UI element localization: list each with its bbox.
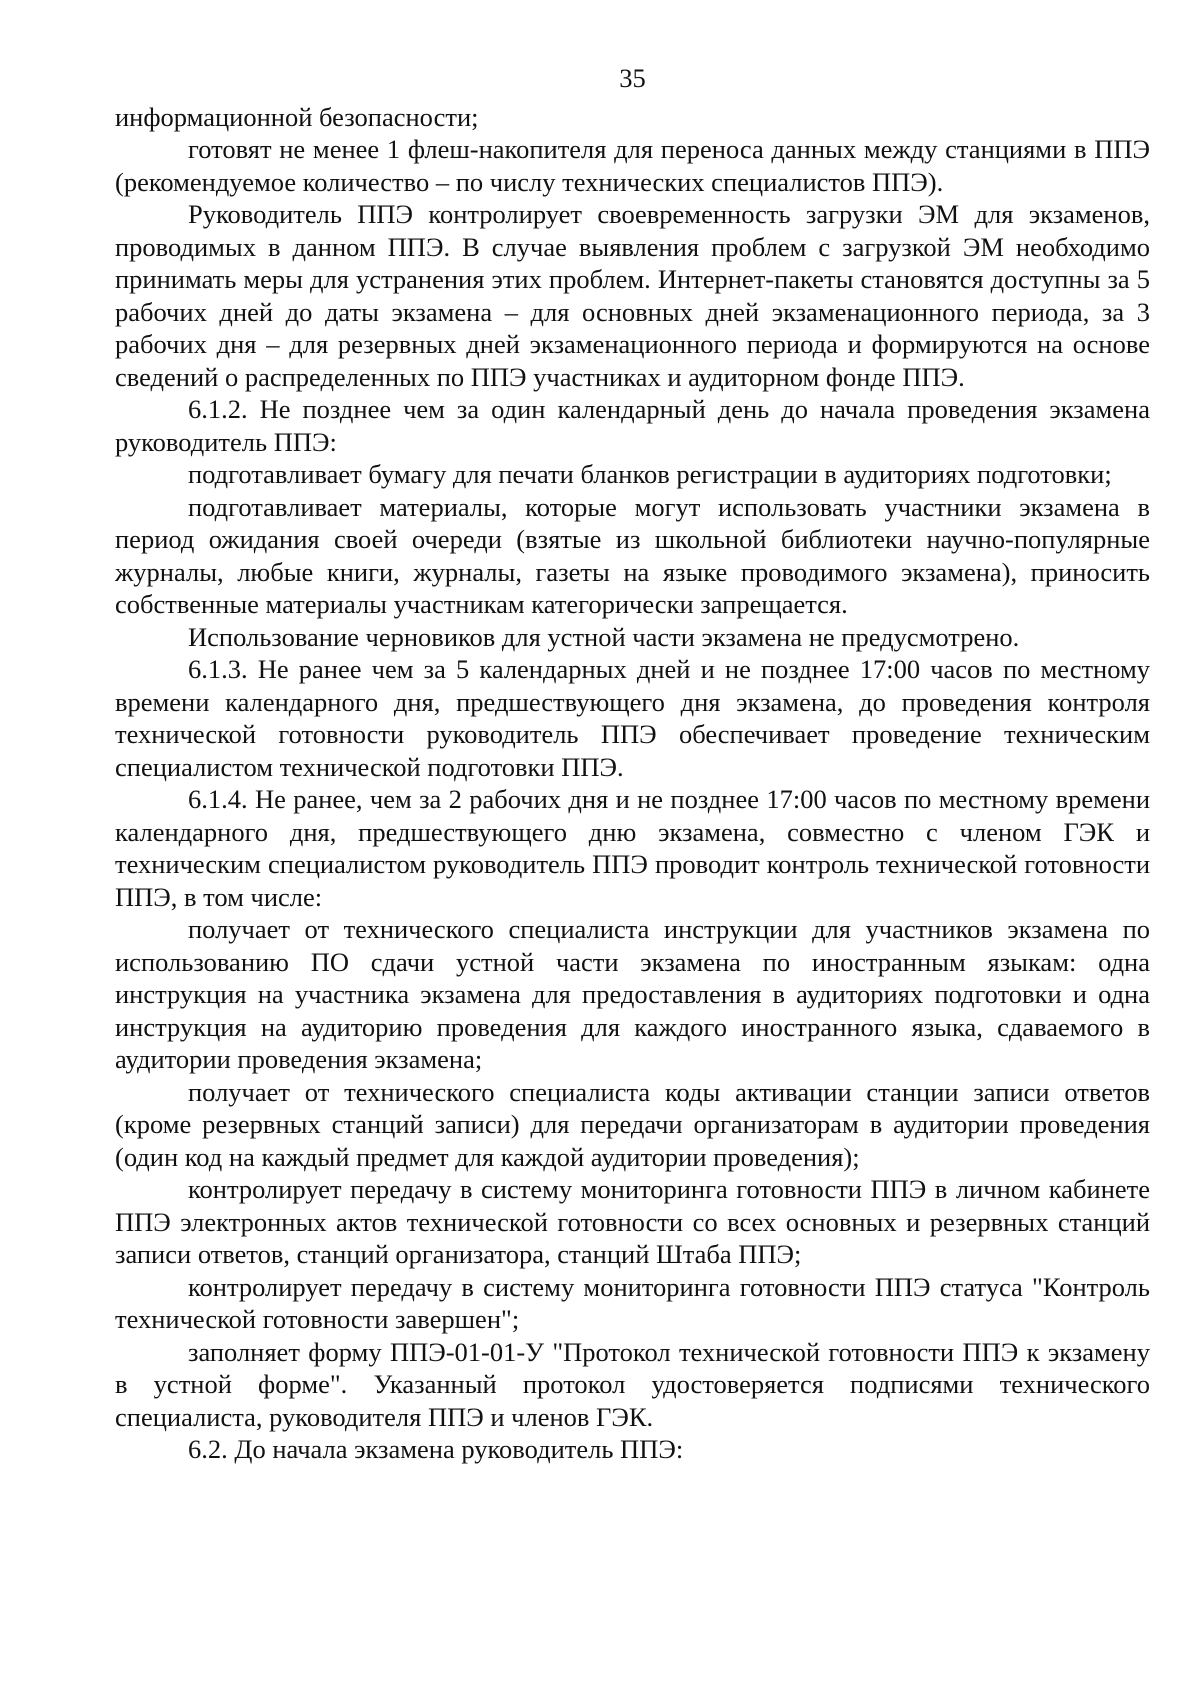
page-number: 35	[619, 63, 646, 93]
paragraph-5: подготавливает бумагу для печати бланков регистрации в аудиториях подготовки;	[188, 459, 1112, 489]
paragraph-2: готовят не менее 1 флеш-накопителя для переноса данных между станциями в ППЭ (рекомендуемое количество – по числу технических специалистов ППЭ).	[115, 134, 1150, 197]
document-page	[115, 62, 1150, 1466]
paragraph-10: получает от технического специалиста инструкции для участников экзамена по использованию ПО сдачи устной части экзамена по иностранным языкам: одна инструкция на участника экзамена для предоставления в аудиториях подготовки и одна инструкция на аудиторию проведения для каждого иностранного языка, сдаваемого в аудитории проведения экзамена;	[115, 914, 1150, 1074]
paragraph-9: 6.1.4. Не ранее, чем за 2 рабочих дня и не позднее 17:00 часов по местному времени календарного дня, предшествующего дню экзамена, совместно с членом ГЭК и техническим специалистом руководитель ППЭ проводит контроль технической готовности ППЭ, в том числе:	[115, 784, 1150, 912]
paragraph-4: 6.1.2. Не позднее чем за один календарный день до начала проведения экзамена руководитель ППЭ:	[115, 394, 1150, 457]
paragraph-14: заполняет форму ППЭ-01-01-У "Протокол технической готовности ППЭ к экзамену в устной форме". Указанный протокол удостоверяется подписями технического специалиста, руководителя ППЭ и членов ГЭК.	[115, 1336, 1150, 1432]
paragraph-1: информационной безопасности;	[115, 101, 479, 132]
paragraph-12: контролирует передачу в систему мониторинга готовности ППЭ в личном кабинете ППЭ электронных актов технической готовности со всех основных и резервных станций записи ответов, станций организатора, станций Штаба ППЭ;	[115, 1174, 1150, 1269]
paragraph-15: 6.2. До начала экзамена руководитель ППЭ:	[188, 1434, 684, 1464]
paragraph-13: контролирует передачу в систему мониторинга готовности ППЭ статуса "Контроль технической готовности завершен";	[115, 1271, 1150, 1334]
paragraph-6: подготавливает материалы, которые могут использовать участники экзамена в период ожидания своей очереди (взятые из школьной библиотеки научно-популярные журналы, любые книги, журналы, газеты на языке проводимого экзамена), приносить собственные материалы участникам категорически запрещается.	[115, 491, 1150, 619]
paragraph-3: Руководитель ППЭ контролирует своевременность загрузки ЭМ для экзаменов, проводимых в данном ППЭ. В случае выявления проблем с загрузкой ЭМ необходимо принимать меры для устранения этих проблем. Интернет-пакеты становятся доступны за 5 рабочих дней до даты экзамена – для основных дней экзаменационного периода, за 3 рабочих дня – для резервных дней экзаменационного периода и формируются на основе сведений о распределенных по ППЭ участниках и аудиторном фонде ППЭ.	[115, 199, 1150, 392]
paragraph-7: Использование черновиков для устной части экзамена не предусмотрено.	[188, 621, 1020, 652]
paragraph-8: 6.1.3. Не ранее чем за 5 календарных дней и не позднее 17:00 часов по местному времени календарного дня, предшествующего дня экзамена, до проведения контроля технической готовности руководитель ППЭ обеспечивает проведение техническим специалистом технической подготовки ППЭ.	[115, 654, 1150, 782]
paragraph-11: получает от технического специалиста коды активации станции записи ответов (кроме резервных станций записи) для передачи организаторам в аудитории проведения (один код на каждый предмет для каждой аудитории проведения);	[115, 1076, 1150, 1172]
